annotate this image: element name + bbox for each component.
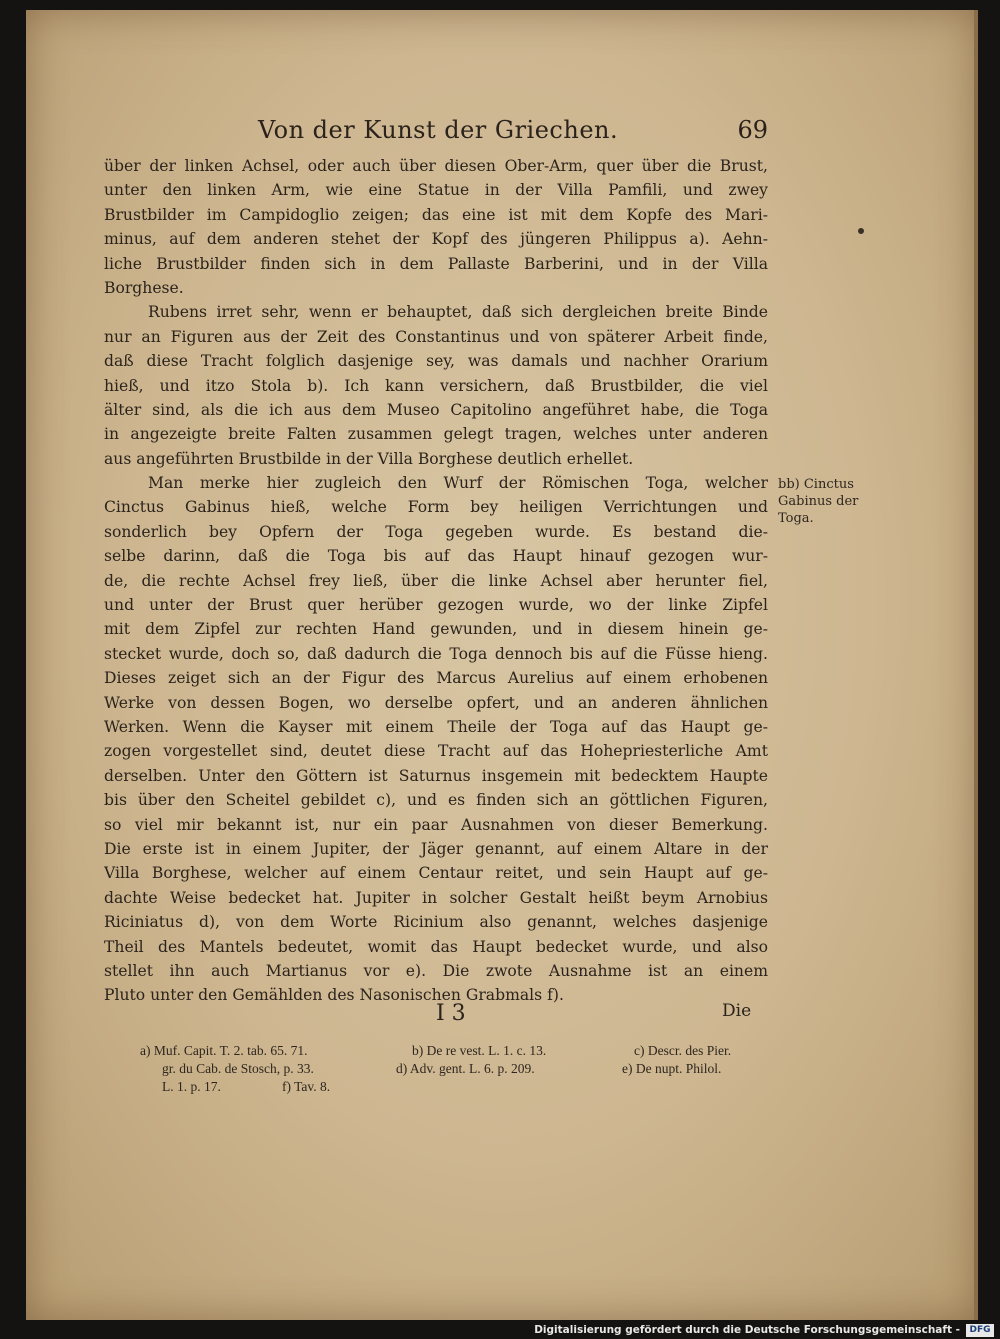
text-line: bis über den Scheitel gebildet c), und es finden sich an göttlichen Figuren,: [104, 791, 768, 810]
text-line: und unter der Brust quer herüber gezogen wurde, wo der linke Zipfel: [104, 596, 768, 615]
signature-mark: I 3: [436, 1001, 466, 1026]
footnote-e: e) De nupt. Philol.: [622, 1061, 722, 1076]
page-edge: [974, 10, 978, 1320]
margin-note-line: bb) Cinctus: [778, 477, 854, 492]
text-line: stellet ihn auch Martianus vor e). Die zwote Ausnahme ist an einem: [104, 961, 768, 980]
ink-dot: [858, 228, 864, 234]
catchword: Die: [722, 1001, 752, 1021]
text-line: Villa Borghese, welcher auf einem Centaur reitet, und sein Haupt auf ge-: [104, 864, 768, 883]
text-line: Pluto unter den Gemählden des Nasonischen Grabmals f).: [104, 986, 564, 1005]
margin-note-line: Gabinus der: [778, 494, 859, 509]
text-line: de, die rechte Achsel frey ließ, über die linke Achsel aber herunter fiel,: [104, 571, 768, 590]
text-line: zogen vorgestellet sind, deutet diese Tracht auf das Hohepriesterliche Amt: [104, 742, 768, 761]
running-title: Von der Kunst der Griechen.: [258, 116, 619, 144]
text-line: stecket wurde, doch so, daß dadurch die Toga dennoch bis auf die Füsse hieng.: [104, 644, 768, 663]
text-line: unter den linken Arm, wie eine Statue in der Villa Pamfili, und zwey: [104, 181, 768, 200]
text-line: Riciniatus d), von dem Worte Ricinium also genannt, welches dasjenige: [104, 913, 768, 932]
text-line: liche Brustbilder finden sich in dem Pallaste Barberini, und in der Villa: [104, 254, 768, 273]
text-line: Rubens irret sehr, wenn er behauptet, daß sich dergleichen breite Binde: [148, 303, 768, 322]
text-line: in angezeigte breite Falten zusammen gelegt tragen, welches unter anderen: [104, 425, 768, 444]
page-number: 69: [737, 116, 768, 144]
text-line: Die erste ist in einem Jupiter, der Jäger genannt, auf einem Altare in der: [104, 839, 768, 858]
footnote-e-continued: L. 1. p. 17.: [162, 1079, 221, 1094]
text-line: Cinctus Gabinus hieß, welche Form bey heiligen Verrichtungen und: [104, 498, 768, 517]
text-line: Dieses zeiget sich an der Figur des Marcus Aurelius auf einem erhobenen: [104, 669, 768, 688]
running-header: [258, 116, 768, 152]
text-line: älter sind, als die ich aus dem Museo Capitolino angeführet habe, die Toga: [104, 400, 768, 419]
margin-note-line: Toga.: [778, 511, 814, 526]
dfg-logo-icon: DFG: [966, 1324, 994, 1337]
footnote-f: f) Tav. 8.: [282, 1079, 331, 1094]
text-line: minus, auf dem anderen stehet der Kopf des jüngeren Philippus a). Aehn-: [104, 230, 768, 249]
text-line: nur an Figuren aus der Zeit des Constantinus und von späterer Arbeit finde,: [104, 327, 768, 346]
funding-credit: Digitalisierung gefördert durch die Deutsche Forschungsgemeinschaft -: [534, 1324, 960, 1336]
text-line: derselben. Unter den Göttern ist Saturnus insgemein mit bedecktem Haupte: [104, 766, 768, 785]
text-line: daß diese Tracht folglich dasjenige sey, was damals und nachher Orarium: [104, 352, 768, 371]
text-line: Man merke hier zugleich den Wurf der Römischen Toga, welcher: [148, 474, 768, 493]
text-line: Werken. Wenn die Kayser mit einem Theile der Toga auf das Haupt ge-: [104, 717, 768, 736]
footnote-d: d) Adv. gent. L. 6. p. 209.: [396, 1061, 535, 1076]
text-line: Theil des Mantels bedeutet, womit das Haupt bedecket wurde, und also: [104, 937, 768, 956]
text-line: mit dem Zipfel zur rechten Hand gewunden, und in diesem hinein ge-: [104, 620, 768, 639]
footnote-a: a) Muf. Capit. T. 2. tab. 65. 71.: [140, 1043, 308, 1058]
text-line: sonderlich bey Opfern der Toga gegeben wurde. Es bestand die-: [104, 522, 768, 541]
text-line: hieß, und itzo Stola b). Ich kann versichern, daß Brustbilder, die viel: [104, 376, 768, 395]
footnote-b: b) De re vest. L. 1. c. 13.: [412, 1043, 547, 1058]
text-line: Werke von dessen Bogen, wo derselbe opfert, und an anderen ähnlichen: [104, 693, 768, 712]
text-line: Brustbilder im Campidoglio zeigen; das eine ist mit dem Kopfe des Mari-: [104, 205, 768, 224]
body-text: [104, 154, 768, 1008]
credit-bar: [0, 1320, 1000, 1339]
text-line: Borghese.: [104, 278, 184, 297]
footnote-c-continued: gr. du Cab. de Stosch, p. 33.: [162, 1061, 314, 1076]
footnote-c: c) Descr. des Pier.: [634, 1043, 732, 1058]
text-line: selbe darinn, daß die Toga bis auf das Haupt hinauf gezogen wur-: [104, 547, 768, 566]
text-line: über der linken Achsel, oder auch über diesen Ober-Arm, quer über die Brust,: [104, 157, 768, 175]
margin-note: [778, 476, 868, 527]
text-line: dachte Weise bedecket hat. Jupiter in solcher Gestalt heißt beym Arnobius: [104, 888, 768, 907]
text-line: aus angeführten Brustbilde in der Villa Borghese deutlich erhellet.: [104, 449, 634, 468]
text-line: so viel mir bekannt ist, nur ein paar Ausnahmen von dieser Bemerkung.: [104, 815, 768, 834]
